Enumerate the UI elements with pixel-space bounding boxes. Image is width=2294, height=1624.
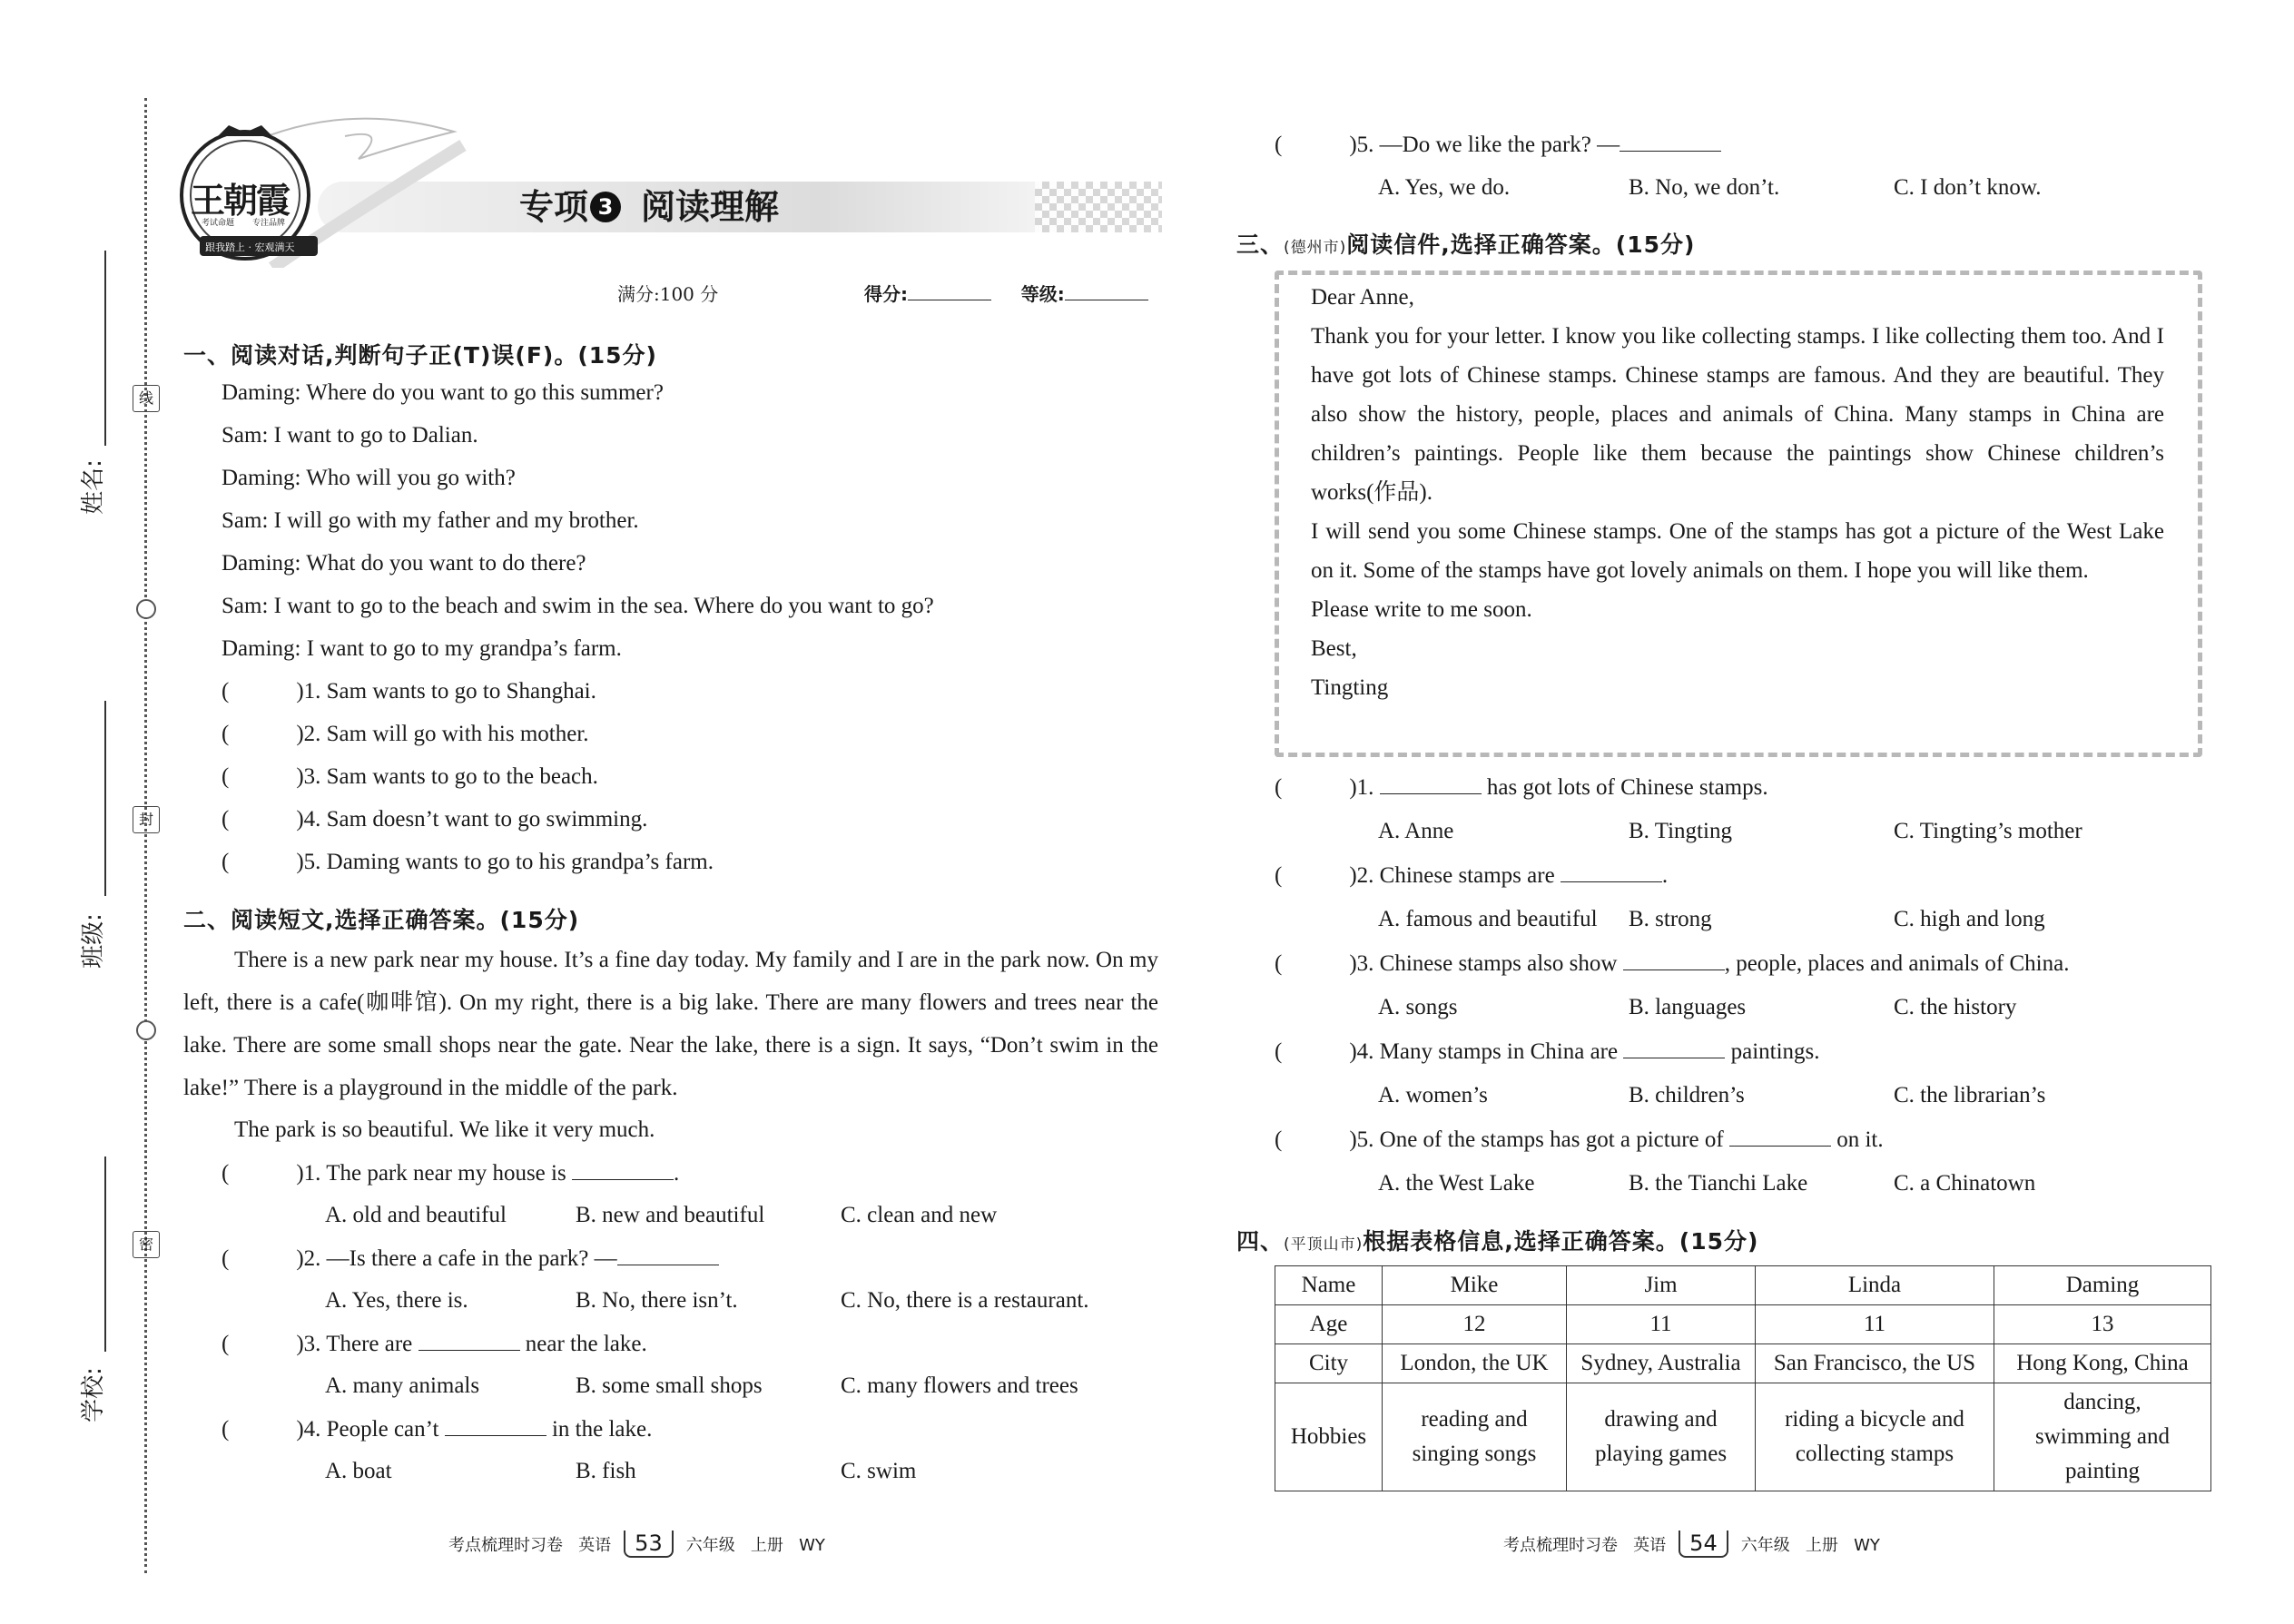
seal-mark: 密 xyxy=(133,1231,160,1258)
page-number: 54 xyxy=(1679,1530,1728,1558)
score-line xyxy=(617,280,1148,306)
dialogue-line: Sam: I will go with my father and my brother. xyxy=(222,508,639,533)
table-cell: City xyxy=(1275,1344,1383,1383)
tf-item[interactable]: ( )1. Sam wants to go to Shanghai. xyxy=(222,679,596,704)
option-b[interactable]: B. children’s xyxy=(1629,1083,1745,1107)
dialogue-line: Daming: What do you want to do there? xyxy=(222,551,586,576)
option-c[interactable]: C. many flowers and trees xyxy=(841,1373,1078,1398)
page-number: 53 xyxy=(624,1530,674,1558)
section3-heading: 三、(德州市)阅读信件,选择正确答案。(15分) xyxy=(1236,231,1696,258)
letter-paragraph: I will send you some Chinese stamps. One of the stamps has got a picture of the West Lake on it. Some of the stamps have got lovely animals on them. I hope you will like them. xyxy=(1311,519,2164,583)
tf-item[interactable]: ( )5. Daming wants to go to his grandpa’s farm. xyxy=(222,850,714,874)
logo-text: 王朝霞 xyxy=(191,180,290,221)
table-cell: 11 xyxy=(1756,1305,1994,1344)
table-cell: London, the UK xyxy=(1383,1344,1567,1383)
table-cell: 12 xyxy=(1383,1305,1567,1344)
option-c[interactable]: C. high and long xyxy=(1894,907,2045,931)
table-cell: reading and singing songs xyxy=(1383,1383,1567,1491)
question[interactable]: ( )1. The park near my house is . xyxy=(222,1161,680,1186)
name-line xyxy=(104,251,106,446)
banner-checker xyxy=(1035,182,1162,232)
question[interactable]: ( )2. Chinese stamps are . xyxy=(1275,863,1669,888)
table-cell: San Francisco, the US xyxy=(1756,1344,1994,1383)
seal-mark: 封 xyxy=(133,806,160,833)
footer-left: 考点梳理时习卷 英语 53 六年级 上册 WY xyxy=(448,1530,825,1556)
option-c[interactable]: C. No, there is a restaurant. xyxy=(841,1288,1089,1313)
grade-label: 等级: xyxy=(1020,283,1065,305)
table-cell: Age xyxy=(1275,1305,1383,1344)
table-cell: Hobbies xyxy=(1275,1383,1383,1491)
table-cell: Name xyxy=(1275,1266,1383,1305)
option-a[interactable]: A. women’s xyxy=(1378,1083,1488,1107)
section2-heading: 二、阅读短文,选择正确答案。(15分) xyxy=(183,907,580,933)
table-cell: 13 xyxy=(1994,1305,2211,1344)
question[interactable]: ( )3. There are near the lake. xyxy=(222,1332,647,1356)
option-c[interactable]: C. swim xyxy=(841,1459,917,1483)
table-cell: Daming xyxy=(1994,1266,2211,1305)
letter-signature: Tingting xyxy=(1311,675,1389,700)
dialogue-line: Sam: I want to go to the beach and swim in the sea. Where do you want to go? xyxy=(222,594,934,618)
option-b[interactable]: B. fish xyxy=(576,1459,636,1483)
logo-motto-left: 考试命题 xyxy=(202,219,235,228)
option-c[interactable]: C. clean and new xyxy=(841,1203,998,1227)
table-cell: 11 xyxy=(1567,1305,1756,1344)
letter-closing: Best, xyxy=(1311,636,1357,661)
option-b[interactable]: B. No, there isn’t. xyxy=(576,1288,738,1313)
class-line xyxy=(104,701,106,896)
passage-end: The park is so beautiful. We like it very much. xyxy=(234,1117,655,1142)
dialogue-line: Sam: I want to go to Dalian. xyxy=(222,423,478,448)
letter-content xyxy=(1311,278,2164,707)
option-a[interactable]: A. Anne xyxy=(1378,819,1454,843)
passage: There is a new park near my house. It’s a fine day today. My family and I are in the park now. On my left, there is a cafe(咖啡馆). On my right, there is a big lake. There are many flowers and trees near the lake. There are some small shops near the gate. Near the lake, there is a sign. It says, “Don’t swim in the lake!” There is a playground in the middle of the park. xyxy=(183,948,1158,1100)
question[interactable]: ( )2. —Is there a cafe in the park? — xyxy=(222,1246,719,1270)
option-c[interactable]: C. the librarian’s xyxy=(1894,1083,2046,1107)
option-c[interactable]: C. a Chinatown xyxy=(1894,1171,2036,1196)
table-cell: Hong Kong, China xyxy=(1994,1344,2211,1383)
table-cell: dancing, swimming and painting xyxy=(1994,1383,2211,1491)
grade-blank[interactable] xyxy=(1065,283,1148,300)
question[interactable]: ( )4. Many stamps in China are paintings. xyxy=(1275,1039,1820,1064)
school-label: 学校: xyxy=(79,1367,107,1422)
footer-right: 考点梳理时习卷 英语 54 六年级 上册 WY xyxy=(1503,1530,1880,1556)
question[interactable]: ( )1. has got lots of Chinese stamps. xyxy=(1275,775,1768,800)
question[interactable]: ( )5. —Do we like the park? — xyxy=(1275,133,1721,156)
option-c[interactable]: C. I don’t know. xyxy=(1894,175,2042,200)
table-row xyxy=(1275,1383,2211,1491)
full-score: 满分:100 分 xyxy=(617,283,719,305)
option-a[interactable]: A. the West Lake xyxy=(1378,1171,1535,1196)
binding-margin xyxy=(0,0,154,1624)
letter-greeting: Dear Anne, xyxy=(1311,285,1414,310)
option-b[interactable]: B. the Tianchi Lake xyxy=(1629,1171,1808,1196)
seal-mark: 线 xyxy=(133,385,160,412)
table-row xyxy=(1275,1266,2211,1305)
table-cell: Linda xyxy=(1756,1266,1994,1305)
question[interactable]: ( )5. One of the stamps has got a picture of on it. xyxy=(1275,1127,1884,1152)
section4-heading: 四、(平顶山市)根据表格信息,选择正确答案。(15分) xyxy=(1236,1228,1759,1255)
question[interactable]: ( )3. Chinese stamps also show , people, places and animals of China. xyxy=(1275,951,2070,976)
title-number-badge: 3 xyxy=(590,192,621,222)
table-cell: Sydney, Australia xyxy=(1567,1344,1756,1383)
binding-ring-icon xyxy=(136,1020,156,1040)
option-b[interactable]: B. some small shops xyxy=(576,1373,763,1398)
option-b[interactable]: B. No, we don’t. xyxy=(1629,175,1780,200)
title-main: 阅读理解 xyxy=(641,187,780,227)
dialogue-line: Daming: Where do you want to go this summer? xyxy=(222,380,664,405)
option-c[interactable]: C. the history xyxy=(1894,995,2017,1019)
option-a[interactable]: A. many animals xyxy=(325,1373,480,1398)
page-title xyxy=(519,183,779,231)
letter-paragraph: Please write to me soon. xyxy=(1311,597,1532,622)
table-row xyxy=(1275,1344,2211,1383)
section1-heading: 一、阅读对话,判断句子正(T)误(F)。(15分) xyxy=(183,342,657,369)
table-cell: Mike xyxy=(1383,1266,1567,1305)
class-label: 班级: xyxy=(79,913,107,969)
option-b[interactable]: B. languages xyxy=(1629,995,1747,1019)
option-b[interactable]: B. new and beautiful xyxy=(576,1203,765,1227)
table-cell: riding a bicycle and collecting stamps xyxy=(1756,1383,1994,1491)
logo-ribbon-text: 跟我踏上 · 宏观满天 xyxy=(205,241,295,253)
table-cell: Jim xyxy=(1567,1266,1756,1305)
option-b[interactable]: B. Tingting xyxy=(1629,819,1732,843)
table-row xyxy=(1275,1305,2211,1344)
question[interactable]: ( )4. People can’t in the lake. xyxy=(222,1417,653,1442)
tf-item[interactable]: ( )4. Sam doesn’t want to go swimming. xyxy=(222,807,648,832)
score-label: 得分: xyxy=(864,283,908,305)
title-prefix: 专项 xyxy=(519,187,589,227)
table-cell: drawing and playing games xyxy=(1567,1383,1756,1491)
option-a[interactable]: A. songs xyxy=(1378,995,1458,1019)
perforation-line xyxy=(144,98,147,1573)
binding-ring-icon xyxy=(136,599,156,619)
option-a[interactable]: A. old and beautiful xyxy=(325,1203,507,1227)
option-a[interactable]: A. Yes, there is. xyxy=(325,1288,468,1313)
option-a[interactable]: A. boat xyxy=(325,1459,392,1483)
option-b[interactable]: B. strong xyxy=(1629,907,1712,931)
school-line xyxy=(104,1156,106,1352)
option-a[interactable]: A. Yes, we do. xyxy=(1378,175,1511,200)
tf-item[interactable]: ( )3. Sam wants to go to the beach. xyxy=(222,764,598,789)
option-a[interactable]: A. famous and beautiful xyxy=(1378,907,1598,931)
option-c[interactable]: C. Tingting’s mother xyxy=(1894,819,2082,843)
tf-item[interactable]: ( )2. Sam will go with his mother. xyxy=(222,722,589,746)
dialogue-line: Daming: I want to go to my grandpa’s farm. xyxy=(222,636,622,661)
dialogue-line: Daming: Who will you go with? xyxy=(222,466,516,490)
letter-paragraph: Thank you for your letter. I know you like collecting stamps. I like collecting them too. And I have got lots of Chinese stamps. Chinese stamps are famous. And they are beautiful. They also show the history, people, places and animals of China. Many stamps in China are children’s paintings. People like them because the paintings show Chinese children’s works(作品). xyxy=(1311,324,2164,505)
info-table xyxy=(1275,1265,2211,1491)
score-blank[interactable] xyxy=(908,283,991,300)
logo-motto-right: 专注品牌 xyxy=(252,219,286,228)
name-label: 姓名: xyxy=(79,459,107,515)
